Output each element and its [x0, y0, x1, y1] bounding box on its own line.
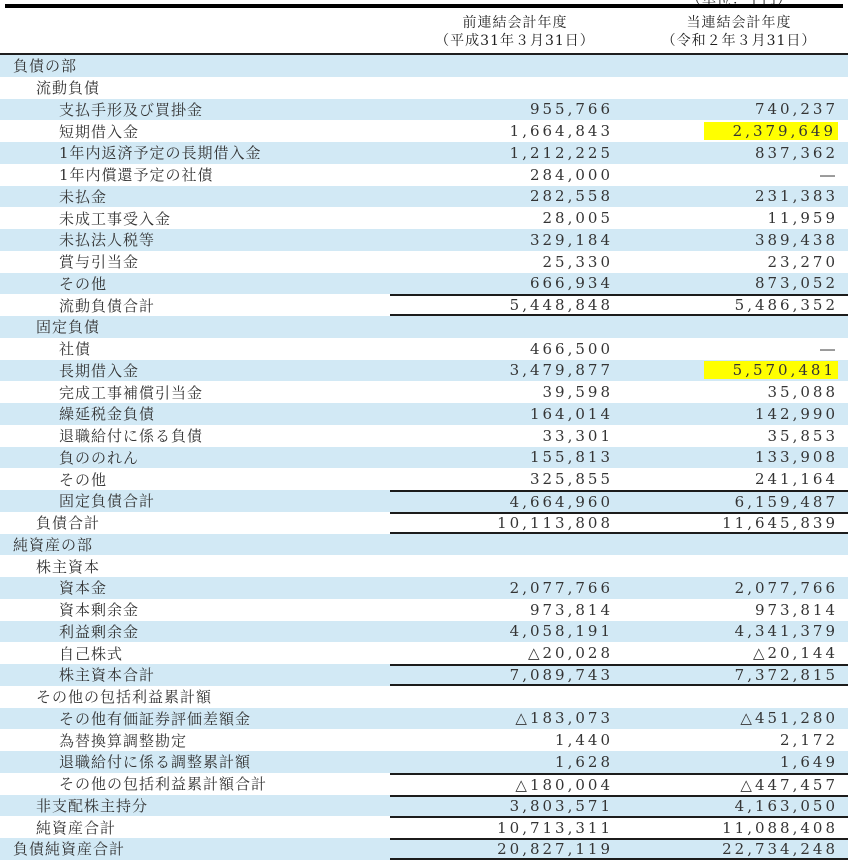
- header-prev-date: （平成31年３月31日）: [435, 33, 595, 49]
- row-label: 支払手形及び買掛金: [59, 100, 204, 119]
- row-values: [390, 512, 848, 534]
- row-label: 利益剰余金: [59, 622, 140, 641]
- curr-value-cell: △451,280: [740, 709, 838, 728]
- row-label: 自己株式: [59, 644, 124, 663]
- table-row: [0, 403, 848, 425]
- curr-value-cell: [615, 686, 848, 708]
- table-row: [0, 490, 848, 512]
- row-values: [390, 99, 848, 121]
- curr-value-cell: [615, 316, 848, 338]
- curr-value-cell: 6,159,487: [734, 492, 838, 511]
- prev-value-cell: 1,664,843: [509, 122, 613, 141]
- table-row: [0, 186, 848, 208]
- prev-value-cell: [390, 55, 615, 77]
- prev-value-cell: 955,766: [529, 100, 613, 119]
- row-values: [390, 664, 848, 686]
- prev-value-cell: 325,855: [529, 470, 613, 489]
- table-row: [0, 294, 848, 316]
- curr-value-cell: 2,077,766: [734, 578, 838, 597]
- row-values: [390, 120, 848, 142]
- prev-value-cell: 284,000: [529, 165, 613, 184]
- curr-value-cell: 22,734,248: [722, 839, 838, 858]
- curr-value-cell: 873,052: [754, 274, 838, 293]
- row-values: [390, 381, 848, 403]
- curr-value-cell: 35,853: [767, 426, 838, 445]
- table-row: [0, 99, 848, 121]
- table-row: [0, 164, 848, 186]
- row-label: 負債の部: [13, 57, 78, 76]
- row-label: 負債合計: [36, 514, 101, 533]
- row-values: [390, 273, 848, 295]
- row-values: [390, 642, 848, 664]
- row-label: 流動負債: [36, 79, 101, 98]
- table-row: [0, 251, 848, 273]
- row-label: 繰延税金負債: [59, 405, 156, 424]
- table-row: [0, 360, 848, 382]
- prev-value-cell: 466,500: [529, 339, 613, 358]
- row-label: 株主資本合計: [59, 666, 156, 685]
- row-values: [390, 360, 848, 382]
- row-label: 未成工事受入金: [59, 209, 172, 228]
- row-values: [390, 555, 848, 577]
- header-curr-date: （令和２年３月31日）: [661, 33, 817, 49]
- table-row: [0, 534, 848, 556]
- prev-value-cell: △20,028: [527, 644, 613, 663]
- prev-value-cell: 4,058,191: [509, 622, 613, 641]
- table-row: [0, 664, 848, 686]
- prev-value-cell: 20,827,119: [497, 839, 613, 858]
- prev-value-cell: 155,813: [529, 448, 613, 467]
- curr-value-cell: 389,438: [754, 230, 838, 249]
- row-label: 固定負債: [36, 318, 101, 337]
- table-row: [0, 686, 848, 708]
- row-label: その他の包括利益累計額: [36, 688, 213, 707]
- row-values: [390, 55, 848, 77]
- row-values: [390, 77, 848, 99]
- table-row: [0, 555, 848, 577]
- row-label: その他: [59, 274, 108, 293]
- row-values: [390, 534, 848, 556]
- row-values: [390, 686, 848, 708]
- prev-value-cell: △183,073: [515, 709, 613, 728]
- prev-value-cell: 4,664,960: [509, 492, 613, 511]
- row-values: [390, 207, 848, 229]
- table-row: [0, 316, 848, 338]
- curr-value-cell: ―: [820, 165, 838, 184]
- row-label: 未払金: [59, 187, 108, 206]
- row-values: [390, 164, 848, 186]
- curr-value-cell: 35,088: [767, 383, 838, 402]
- prev-value-cell: 10,713,311: [497, 819, 613, 838]
- row-label: 社債: [59, 340, 92, 359]
- table-row: [0, 273, 848, 295]
- header-prev-period: [405, 14, 625, 50]
- table-row: [0, 599, 848, 621]
- highlighted-value: 2,379,649: [704, 122, 838, 140]
- row-values: [390, 403, 848, 425]
- row-values: [390, 621, 848, 643]
- prev-value-cell: 2,077,766: [509, 578, 613, 597]
- row-values: [390, 490, 848, 512]
- row-label: 資本金: [59, 579, 108, 598]
- table-row: [0, 838, 848, 860]
- row-label: 賞与引当金: [59, 253, 140, 272]
- curr-value-cell: [615, 55, 848, 77]
- curr-value-cell: 11,645,839: [722, 513, 838, 532]
- table-row: [0, 447, 848, 469]
- prev-value-cell: [390, 316, 615, 338]
- table-row: [0, 77, 848, 99]
- curr-value-cell: 241,164: [754, 470, 838, 489]
- row-label: 完成工事補償引当金: [59, 383, 204, 402]
- curr-value-cell: 4,341,379: [734, 622, 838, 641]
- prev-value-cell: [390, 555, 615, 577]
- prev-value-cell: 1,440: [555, 731, 613, 750]
- curr-value-cell: 837,362: [754, 143, 838, 162]
- row-values: [390, 338, 848, 360]
- curr-value-cell: 11,088,408: [722, 819, 838, 838]
- row-label: 1年内償還予定の社債: [59, 166, 214, 185]
- row-label: 退職給付に係る調整累計額: [59, 753, 252, 772]
- curr-value-cell: [615, 120, 848, 142]
- curr-value-cell: 1,649: [780, 752, 838, 771]
- top-rule: [5, 4, 843, 8]
- table-row: [0, 229, 848, 251]
- row-label: 退職給付に係る負債: [59, 427, 204, 446]
- curr-value-cell: 7,372,815: [734, 665, 838, 684]
- curr-value-cell: [615, 555, 848, 577]
- prev-value-cell: 39,598: [542, 383, 613, 402]
- table-row: [0, 142, 848, 164]
- row-values: [390, 729, 848, 751]
- row-values: [390, 186, 848, 208]
- row-label: 非支配株主持分: [36, 796, 149, 815]
- row-label: 負債純資産合計: [13, 840, 126, 859]
- row-values: [390, 577, 848, 599]
- table-row: [0, 621, 848, 643]
- row-values: [390, 599, 848, 621]
- curr-value-cell: 973,814: [754, 600, 838, 619]
- row-values: [390, 816, 848, 838]
- prev-value-cell: 5,448,848: [509, 296, 613, 315]
- header-prev-title: 前連結会計年度: [462, 15, 568, 31]
- row-label: 未払法人税等: [59, 231, 156, 250]
- prev-value-cell: 282,558: [529, 187, 613, 206]
- prev-value-cell: 28,005: [542, 209, 613, 228]
- prev-value-cell: 329,184: [529, 230, 613, 249]
- row-label: 純資産合計: [36, 818, 117, 837]
- row-values: [390, 751, 848, 773]
- table-row: [0, 642, 848, 664]
- prev-value-cell: 10,113,808: [497, 513, 613, 532]
- curr-value-cell: [615, 360, 848, 382]
- curr-value-cell: 142,990: [754, 404, 838, 423]
- table-row: [0, 55, 848, 77]
- row-label: 資本剰余金: [59, 601, 140, 620]
- row-label: 1年内返済予定の長期借入金: [59, 144, 262, 163]
- prev-value-cell: 1,212,225: [509, 143, 613, 162]
- row-values: [390, 294, 848, 316]
- table-row: [0, 338, 848, 360]
- table-row: [0, 795, 848, 817]
- table-row: [0, 120, 848, 142]
- row-label: その他: [59, 470, 108, 489]
- curr-value-cell: 133,908: [754, 448, 838, 467]
- table-row: [0, 773, 848, 795]
- row-values: [390, 425, 848, 447]
- row-label: 固定負債合計: [59, 492, 156, 511]
- row-label: 株主資本: [36, 557, 101, 576]
- row-values: [390, 773, 848, 795]
- table-row: [0, 751, 848, 773]
- row-label: 純資産の部: [13, 535, 94, 554]
- row-values: [390, 468, 848, 490]
- row-label: 負ののれん: [59, 448, 140, 467]
- prev-value-cell: 25,330: [542, 252, 613, 271]
- table-row: [0, 708, 848, 730]
- row-values: [390, 142, 848, 164]
- curr-value-cell: 11,959: [767, 209, 838, 228]
- row-values: [390, 795, 848, 817]
- row-label: 長期借入金: [59, 361, 140, 380]
- header-curr-title: 当連結会計年度: [686, 15, 792, 31]
- curr-value-cell: ―: [820, 339, 838, 358]
- table-row: [0, 381, 848, 403]
- curr-value-cell: 231,383: [754, 187, 838, 206]
- row-label: 短期借入金: [59, 122, 140, 141]
- row-values: [390, 708, 848, 730]
- prev-value-cell: [390, 534, 615, 556]
- curr-value-cell: [615, 77, 848, 99]
- prev-value-cell: 7,089,743: [509, 665, 613, 684]
- row-label: その他有価証券評価差額金: [59, 709, 252, 728]
- curr-value-cell: 2,172: [780, 731, 838, 750]
- prev-value-cell: [390, 686, 615, 708]
- prev-value-cell: [390, 77, 615, 99]
- prev-value-cell: 3,479,877: [509, 361, 613, 380]
- curr-value-cell: 5,486,352: [734, 296, 838, 315]
- prev-value-cell: 33,301: [542, 426, 613, 445]
- table-row: [0, 816, 848, 838]
- balance-sheet-table: [0, 55, 848, 860]
- row-values: [390, 447, 848, 469]
- prev-value-cell: 973,814: [529, 600, 613, 619]
- prev-value-cell: △180,004: [515, 775, 613, 794]
- curr-value-cell: △447,457: [740, 775, 838, 794]
- prev-value-cell: 164,014: [529, 404, 613, 423]
- table-row: [0, 729, 848, 751]
- table-row: [0, 577, 848, 599]
- prev-value-cell: 3,803,571: [509, 797, 613, 816]
- curr-value-cell: 23,270: [767, 252, 838, 271]
- curr-value-cell: [615, 534, 848, 556]
- row-label: その他の包括利益累計額合計: [59, 775, 268, 794]
- row-label: 為替換算調整勘定: [59, 731, 188, 750]
- row-values: [390, 838, 848, 860]
- curr-value-cell: 4,163,050: [734, 797, 838, 816]
- table-row: [0, 512, 848, 534]
- table-row: [0, 468, 848, 490]
- highlighted-value: 5,570,481: [704, 361, 838, 379]
- curr-value-cell: 740,237: [754, 100, 838, 119]
- row-values: [390, 316, 848, 338]
- prev-value-cell: 1,628: [555, 752, 613, 771]
- table-row: [0, 207, 848, 229]
- table-row: [0, 425, 848, 447]
- row-values: [390, 251, 848, 273]
- row-label: 流動負債合計: [59, 296, 156, 315]
- prev-value-cell: 666,934: [529, 274, 613, 293]
- header-curr-period: [630, 14, 848, 50]
- curr-value-cell: △20,144: [752, 644, 838, 663]
- row-values: [390, 229, 848, 251]
